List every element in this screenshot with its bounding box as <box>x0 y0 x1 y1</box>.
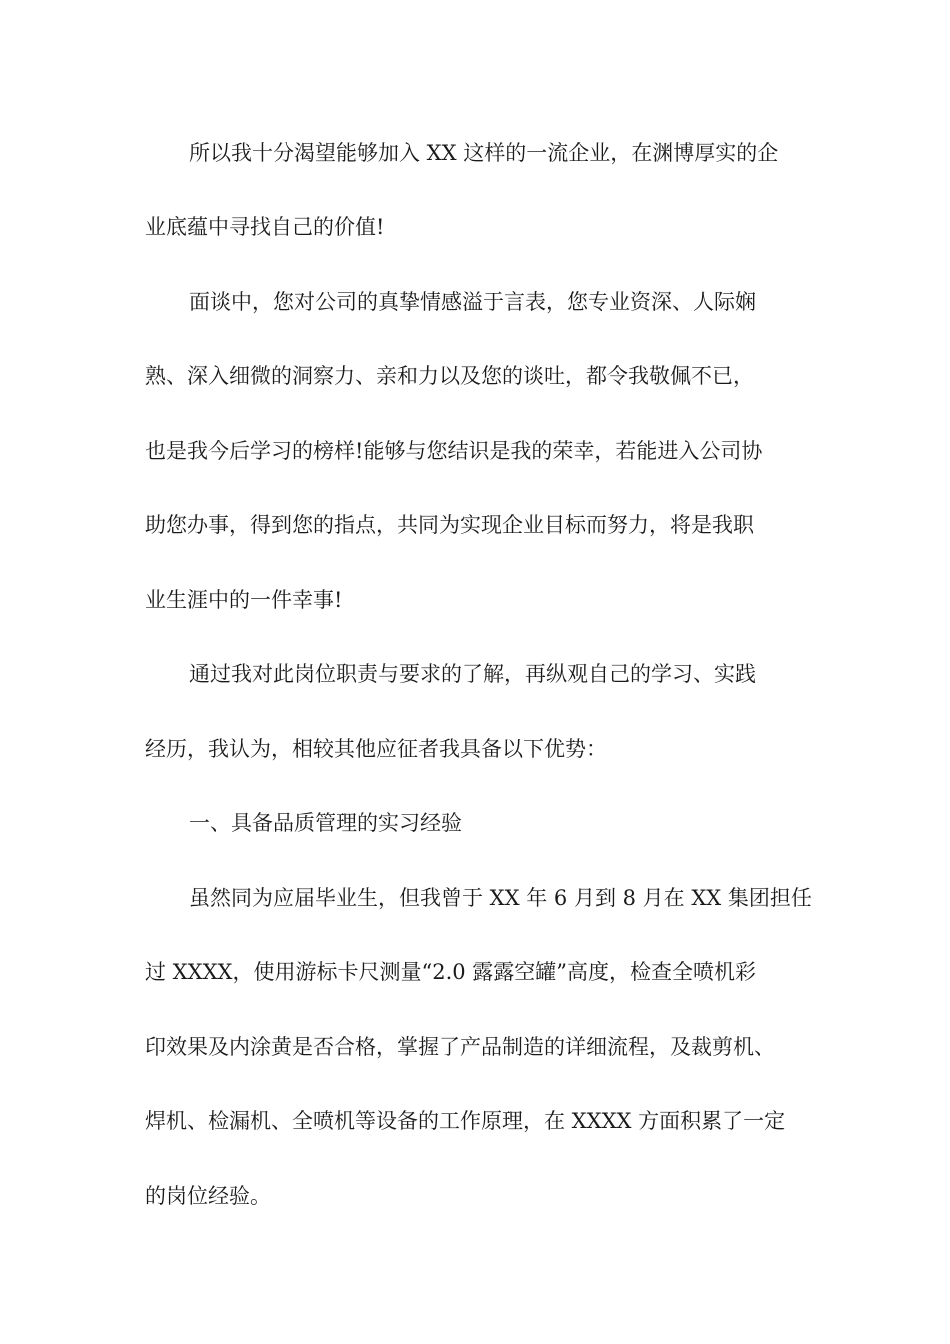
paragraph-2-line-4: 助您办事，得到您的指点，共同为实现企业目标而努力，将是我职 <box>145 513 754 537</box>
paragraph-3-line-1: 通过我对此岗位职责与要求的了解，再纵观自己的学习、实践 <box>189 662 756 686</box>
paragraph-1-line-1: 所以我十分渴望能够加入 XX 这样的一流企业，在渊博厚实的企 <box>189 141 779 165</box>
paragraph-4-line-5: 的岗位经验。 <box>145 1184 271 1208</box>
paragraph-4-line-3: 印效果及内涂黄是否合格，掌握了产品制造的详细流程，及裁剪机、 <box>145 1035 775 1059</box>
paragraph-4-line-1: 虽然同为应届毕业生，但我曾于 XX 年 6 月到 8 月在 XX 集团担任 <box>189 886 812 910</box>
paragraph-2-line-5: 业生涯中的一件幸事! <box>145 588 343 612</box>
paragraph-2-line-1: 面谈中，您对公司的真挚情感溢于言表，您专业资深、人际娴 <box>189 290 756 314</box>
section-heading: 一、具备品质管理的实习经验 <box>189 811 462 835</box>
paragraph-1-line-2: 业底蕴中寻找自己的价值! <box>145 215 385 239</box>
paragraph-4-line-2: 过 XXXX，使用游标卡尺测量“2.0 露露空罐”高度，检查全喷机彩 <box>145 960 757 984</box>
paragraph-3-line-2: 经历，我认为，相较其他应征者我具备以下优势： <box>145 737 607 761</box>
paragraph-2-line-3: 也是我今后学习的榜样!能够与您结识是我的荣幸，若能进入公司协 <box>145 439 763 463</box>
paragraph-2-line-2: 熟、深入细微的洞察力、亲和力以及您的谈吐，都令我敬佩不已， <box>145 364 754 388</box>
paragraph-4-line-4: 焊机、检漏机、全喷机等设备的工作原理，在 XXXX 方面积累了一定 <box>145 1109 786 1133</box>
